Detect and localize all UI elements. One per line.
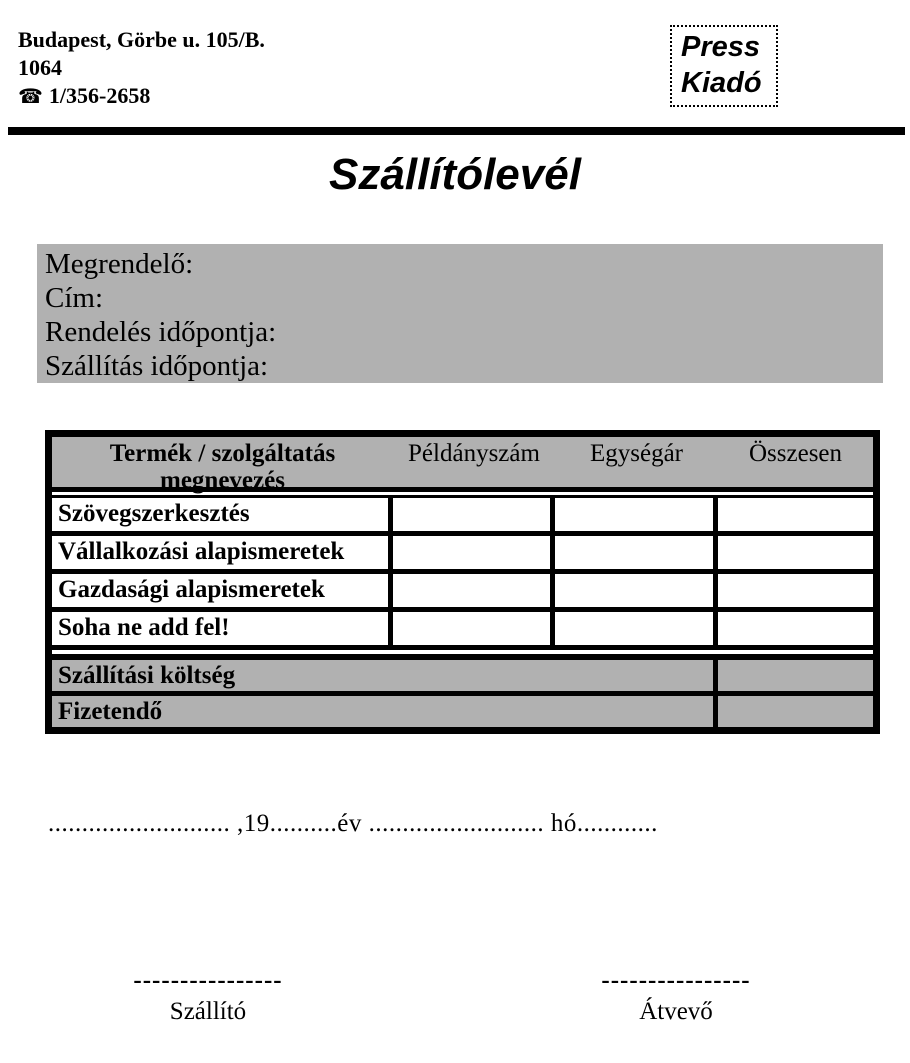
product-name-cell: Gazdasági alapismeretek	[52, 574, 393, 607]
table-row	[52, 536, 873, 574]
table-summary	[52, 654, 873, 727]
signature-label-supplier: Szállító	[169, 998, 247, 1025]
table-header-row	[52, 437, 873, 492]
signature-label-receiver: Átvevő	[639, 998, 713, 1025]
publisher-name-line1: Press	[681, 31, 761, 63]
publisher-logo-box	[670, 25, 778, 107]
shipping-cost-label: Szállítási költség	[52, 660, 718, 691]
copies-cell[interactable]	[393, 612, 555, 645]
phone-line	[18, 82, 265, 110]
field-order-date[interactable]: Rendelés időpontja:	[45, 316, 277, 348]
col-header-copies: Példányszám	[408, 440, 540, 467]
publisher-name-line2: Kiadó	[681, 67, 762, 99]
signature-block-receiver	[596, 968, 756, 1026]
payable-value-cell[interactable]	[718, 696, 873, 727]
total-cell[interactable]	[718, 574, 873, 607]
field-customer[interactable]: Megrendelő:	[45, 248, 194, 280]
table-row	[52, 612, 873, 650]
signature-line-receiver[interactable]: ----------------	[601, 967, 751, 994]
summary-row-payable	[52, 696, 873, 727]
items-table	[45, 430, 880, 734]
col-header-product-line1: Termék / szolgáltatás	[109, 440, 336, 467]
summary-row-shipping	[52, 660, 873, 696]
date-fill-in-line[interactable]: ........................... ,19..........év .......................... hó............	[48, 810, 658, 837]
unit-price-cell[interactable]	[555, 498, 718, 531]
shipping-cost-value-cell[interactable]	[718, 660, 873, 691]
address-street-line: Budapest, Görbe u. 105/B.	[18, 27, 265, 52]
product-name-cell: Soha ne add fel!	[52, 612, 393, 645]
total-cell[interactable]	[718, 536, 873, 569]
phone-number: 1/356-2658	[48, 83, 151, 108]
unit-price-cell[interactable]	[555, 574, 718, 607]
total-cell[interactable]	[718, 612, 873, 645]
payable-label: Fizetendő	[52, 696, 718, 727]
header-divider	[8, 127, 905, 135]
table-row	[52, 574, 873, 612]
col-header-product	[52, 437, 393, 494]
phone-icon: ☎	[18, 84, 43, 108]
order-info-panel	[37, 244, 883, 383]
col-header-product-line2: megnevezés	[160, 467, 285, 494]
col-header-unit-price: Egységár	[589, 440, 684, 467]
document-title: Szállítólevél	[329, 150, 581, 199]
table-body	[52, 495, 873, 650]
signature-line-supplier[interactable]: ----------------	[133, 967, 283, 994]
unit-price-cell[interactable]	[555, 536, 718, 569]
company-address	[18, 26, 265, 110]
field-delivery-date[interactable]: Szállítás időpontja:	[45, 350, 269, 382]
col-header-total: Összesen	[748, 440, 843, 467]
copies-cell[interactable]	[393, 498, 555, 531]
field-address[interactable]: Cím:	[45, 282, 104, 314]
total-cell[interactable]	[718, 498, 873, 531]
copies-cell[interactable]	[393, 536, 555, 569]
product-name-cell: Szövegszerkesztés	[52, 498, 393, 531]
signature-block-supplier	[128, 968, 288, 1026]
table-row	[52, 498, 873, 536]
copies-cell[interactable]	[393, 574, 555, 607]
product-name-cell: Vállalkozási alapismeretek	[52, 536, 393, 569]
address-postal-code: 1064	[18, 55, 62, 80]
unit-price-cell[interactable]	[555, 612, 718, 645]
